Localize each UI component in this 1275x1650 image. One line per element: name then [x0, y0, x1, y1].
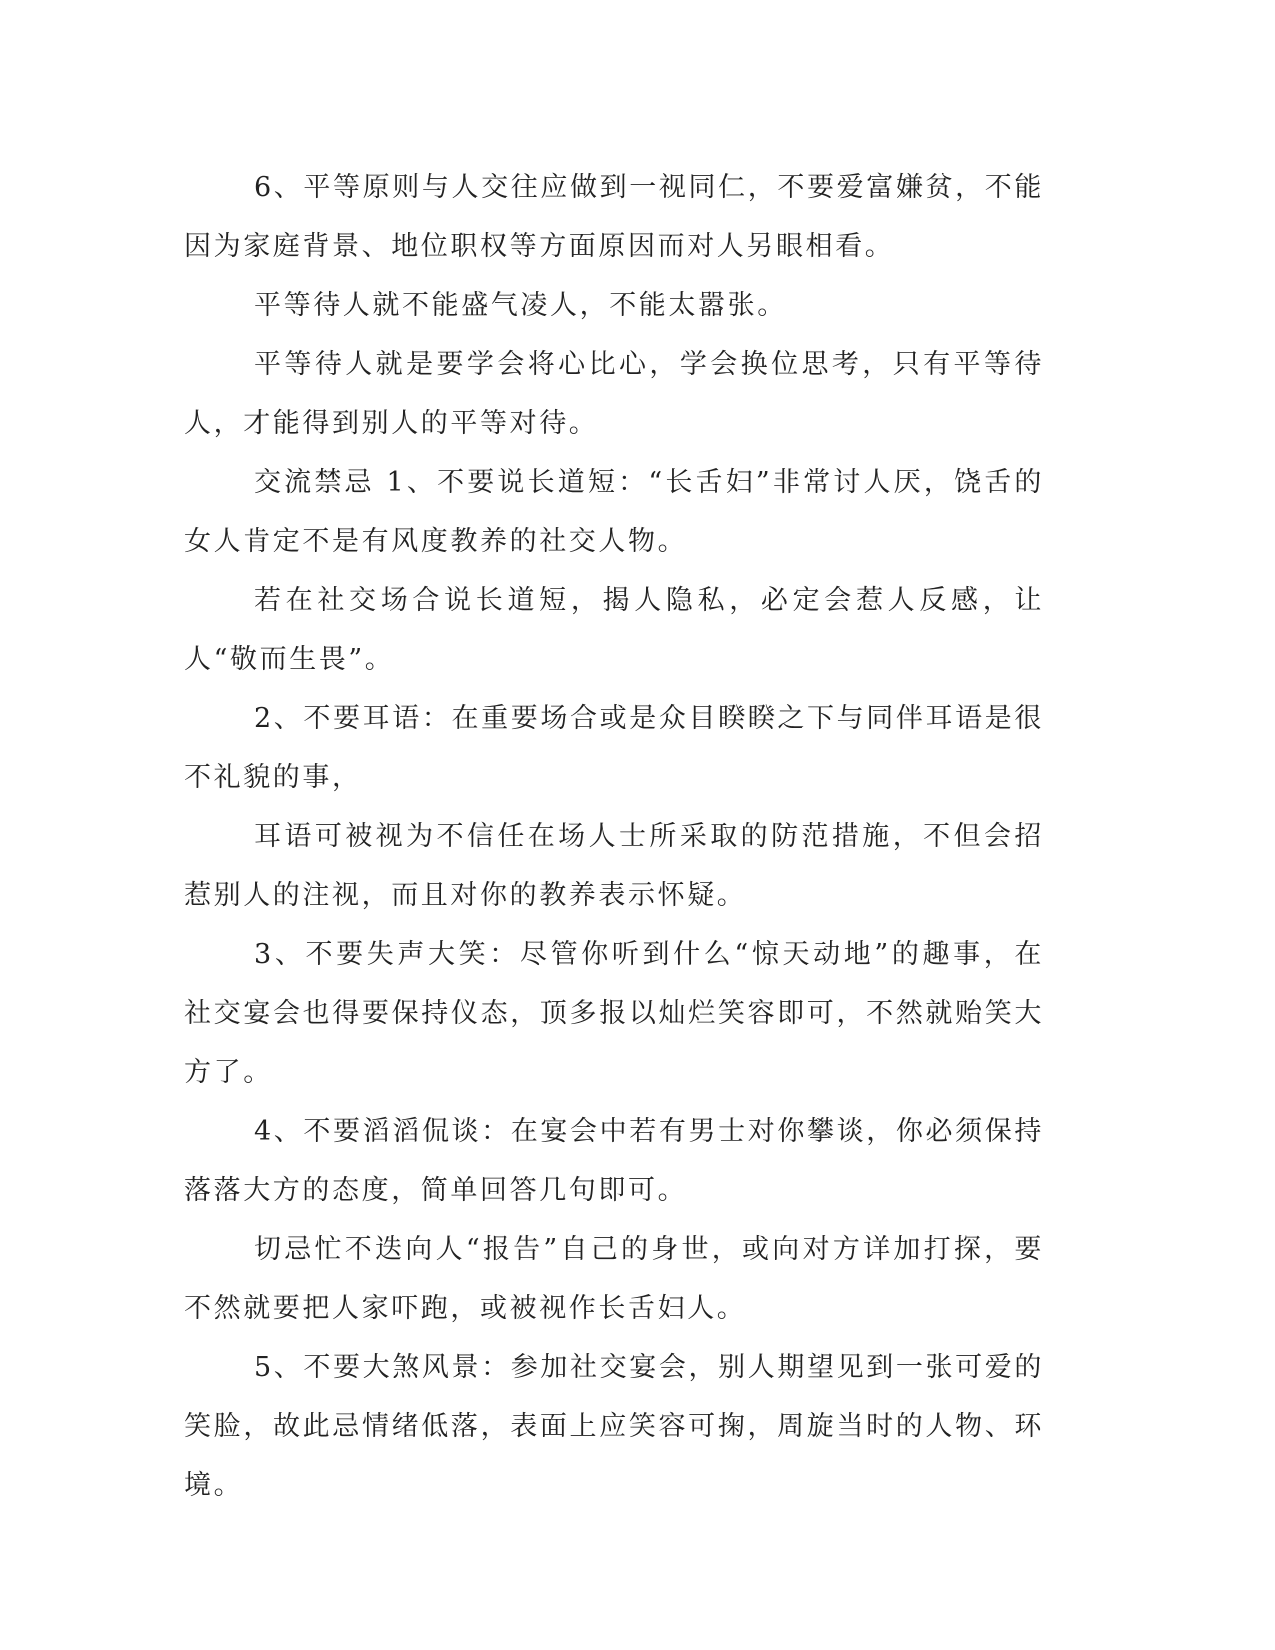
paragraph-gossip-consequence: 若在社交场合说长道短，揭人隐私，必定会惹人反感，让人“敬而生畏”。 — [184, 585, 1044, 675]
paragraph-taboo-long-talk: 4、不要滔滔侃谈：在宴会中若有男士对你攀谈，你必须保持落落大方的态度，简单回答几句即可。 — [184, 1116, 1044, 1206]
paragraph-whisper-consequence: 耳语可被视为不信任在场人士所采取的防范措施，不但会招惹别人的注视，而且对你的教养表示怀疑。 — [184, 821, 1044, 911]
paragraph-taboo-spoil-mood: 5、不要大煞风景：参加社交宴会，别人期望见到一张可爱的笑脸，故此忌情绪低落，表面上应笑容可掬，周旋当时的人物、环境。 — [184, 1352, 1044, 1501]
paragraph-avoid-oversharing: 切忌忙不迭向人“报告”自己的身世，或向对方详加打探，要不然就要把人家吓跑，或被视作长舌妇人。 — [184, 1234, 1044, 1324]
paragraph-taboo-whisper: 2、不要耳语：在重要场合或是众目睽睽之下与同伴耳语是很不礼貌的事， — [184, 703, 1044, 793]
paragraph-empathy: 平等待人就是要学会将心比心，学会换位思考，只有平等待人，才能得到别人的平等对待。 — [184, 349, 1044, 439]
document-body — [184, 158, 1044, 1515]
paragraph-no-arrogance: 平等待人就不能盛气凌人，不能太嚣张。 — [254, 290, 787, 321]
paragraph-equality-principle: 6、平等原则与人交往应做到一视同仁，不要爱富嫌贫，不能因为家庭背景、地位职权等方面原因而对人另眼相看。 — [184, 172, 1044, 262]
paragraph-taboo-loud-laughter: 3、不要失声大笑：尽管你听到什么“惊天动地”的趣事，在社交宴会也得要保持仪态，顶多报以灿烂笑容即可，不然就贻笑大方了。 — [184, 939, 1044, 1088]
paragraph-taboo-gossip: 交流禁忌 1、不要说长道短：“长舌妇”非常讨人厌，饶舌的女人肯定不是有风度教养的社交人物。 — [184, 467, 1044, 557]
